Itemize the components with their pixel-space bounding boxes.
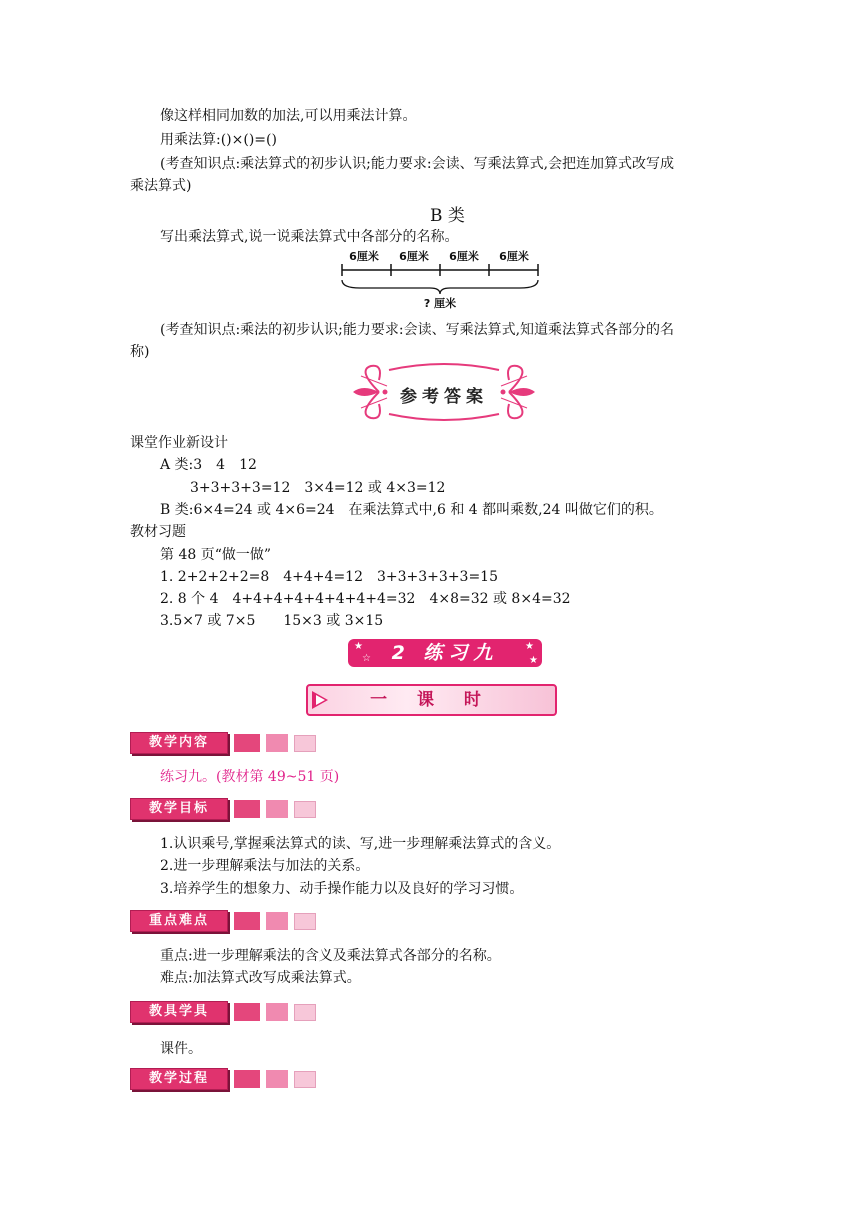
decor-square bbox=[234, 800, 260, 818]
decor-square bbox=[294, 1071, 316, 1088]
decor-square bbox=[266, 912, 288, 930]
problem-b-instruction: 写出乘法算式,说一说乘法算式中各部分的名称。 bbox=[160, 229, 459, 245]
answer-banner bbox=[349, 360, 539, 424]
answers-item3: 3.5×7 或 7×5 15×3 或 3×15 bbox=[160, 613, 384, 629]
answers-section1-title: 课堂作业新设计 bbox=[130, 435, 228, 451]
decor-square bbox=[266, 734, 288, 752]
difficulty-text: 难点:加法算式改写成乘法算式。 bbox=[160, 970, 361, 986]
answers-page-ref: 第 48 页“做一做” bbox=[160, 547, 272, 563]
section-tag-label: 教学过程 bbox=[130, 1068, 228, 1090]
answers-b-line: B 类:6×4=24 或 4×6=24 在乘法算式中,6 和 4 都叫乘数,24 叫做它们的积。 bbox=[160, 502, 663, 518]
segment-diagram bbox=[340, 248, 540, 314]
star-icon: ★ bbox=[529, 655, 538, 666]
decor-square bbox=[234, 1070, 260, 1088]
section-tag-label: 教具学具 bbox=[130, 1001, 228, 1023]
goal-item: 1.认识乘号,掌握乘法算式的读、写,进一步理解乘法算式的含义。 bbox=[160, 836, 561, 852]
decor-square bbox=[294, 735, 316, 752]
answers-item2: 2. 8 个 4 4+4+4+4+4+4+4+4=32 4×8=32 或 8×4=32 bbox=[160, 591, 571, 607]
decor-square bbox=[294, 913, 316, 930]
section-tag-label: 教学内容 bbox=[130, 732, 228, 754]
star-icon: ★ bbox=[525, 641, 534, 652]
lesson-banner bbox=[348, 639, 542, 667]
section-tag-label: 重点难点 bbox=[130, 910, 228, 932]
decor-square bbox=[266, 1003, 288, 1021]
answers-a-line2: 3+3+3+3=12 3×4=12 或 4×3=12 bbox=[190, 480, 446, 496]
answer-banner-title: 参考答案 bbox=[400, 387, 488, 407]
decor-square bbox=[266, 1070, 288, 1088]
decor-square bbox=[294, 1004, 316, 1021]
segment-label: 6厘米 bbox=[449, 250, 479, 263]
segment-label: 6厘米 bbox=[499, 250, 529, 263]
segment-label: 6厘米 bbox=[349, 250, 379, 263]
star-icon: ☆ bbox=[362, 653, 371, 664]
lesson-banner-title: 2 练习九 bbox=[391, 642, 499, 664]
period-banner-title: 一 课 时 bbox=[370, 690, 493, 710]
tools-text: 课件。 bbox=[160, 1041, 202, 1057]
star-icon: ★ bbox=[354, 641, 363, 652]
decor-square bbox=[234, 1003, 260, 1021]
answers-a-line1: A 类:3 4 12 bbox=[160, 457, 257, 473]
problem-b-heading: B 类 bbox=[430, 206, 465, 226]
problem-a-line1: 像这样相同加数的加法,可以用乘法计算。 bbox=[160, 108, 417, 124]
period-banner bbox=[306, 684, 557, 716]
focus-text: 重点:进一步理解乘法的含义及乘法算式各部分的名称。 bbox=[160, 948, 501, 964]
problem-a-note-line2: 乘法算式) bbox=[130, 178, 192, 194]
segment-total: ? 厘米 bbox=[423, 297, 457, 310]
content-text: 练习九。(教材第 49~51 页) bbox=[160, 769, 340, 785]
problem-a-line2: 用乘法算:()×()=() bbox=[160, 132, 277, 148]
answers-item1: 1. 2+2+2+2=8 4+4+4=12 3+3+3+3+3=15 bbox=[160, 569, 498, 585]
problem-b-note-line2: 称) bbox=[130, 344, 150, 360]
segment-label: 6厘米 bbox=[399, 250, 429, 263]
decor-square bbox=[294, 801, 316, 818]
decor-square bbox=[234, 912, 260, 930]
decor-square bbox=[266, 800, 288, 818]
problem-b-note-line1: (考查知识点:乘法的初步认识;能力要求:会读、写乘法算式,知道乘法算式各部分的名 bbox=[160, 322, 675, 338]
problem-a-note-line1: (考查知识点:乘法算式的初步认识;能力要求:会读、写乘法算式,会把连加算式改写成 bbox=[160, 156, 675, 172]
answers-section2-title: 教材习题 bbox=[130, 524, 186, 540]
goal-item: 2.进一步理解乘法与加法的关系。 bbox=[160, 858, 370, 874]
decor-square bbox=[234, 734, 260, 752]
goal-item: 3.培养学生的想象力、动手操作能力以及良好的学习习惯。 bbox=[160, 881, 524, 897]
section-tag-label: 教学目标 bbox=[130, 798, 228, 820]
